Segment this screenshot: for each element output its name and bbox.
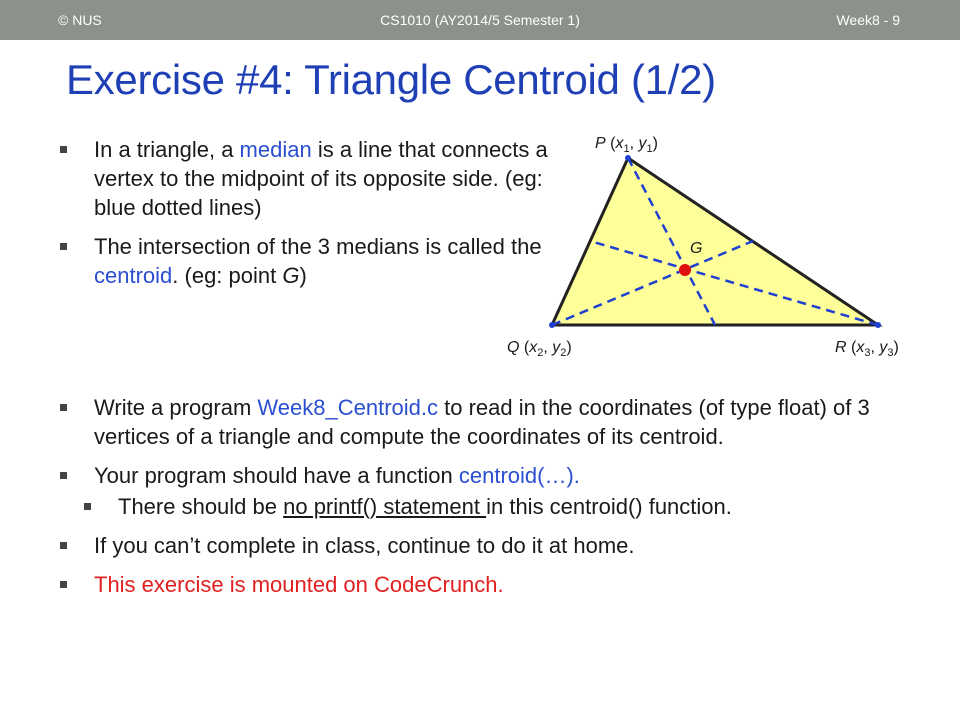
header-course: CS1010 (AY2014/5 Semester 1) <box>380 12 580 28</box>
vertex-r-dot <box>875 322 881 328</box>
header-page: Week8 - 9 <box>836 12 900 28</box>
label-q: Q ($x_2$, $y_2$) <box>507 339 572 359</box>
bullet-median-definition: In a triangle, a median is a line that connects a vertex to the midpoint of its opposite side. (eg: blue dotted lines) <box>60 135 560 222</box>
header-copyright: © NUS <box>58 12 102 28</box>
bullet-write-program: Write a program Week8_Centroid.c to read in the coordinates (of type float) of 3 vertices of a triangle and compute the coordinates of its centroid. <box>60 393 920 451</box>
bullet-marker <box>60 404 67 411</box>
term-median: median <box>239 137 312 162</box>
triangle-diagram <box>490 120 930 370</box>
sub-bullet-marker <box>84 503 91 510</box>
bullet-marker <box>60 472 67 479</box>
bullet-function-requirement: Your program should have a function centroid(…). <box>60 461 920 490</box>
bullet-complete-at-home: If you can’t complete in class, continue to do it at home. <box>60 531 920 560</box>
vertex-p-dot <box>625 155 631 161</box>
top-bullet-list <box>60 135 560 300</box>
vertex-q-dot <box>549 322 555 328</box>
bullet-marker <box>60 243 67 250</box>
slide-title: Exercise #4: Triangle Centroid (1/2) <box>66 56 716 103</box>
label-g: G <box>690 240 703 257</box>
bullet-marker <box>60 581 67 588</box>
no-printf-emphasis: no printf() statement <box>283 494 487 519</box>
label-p: P ($x_1$, $y_1$) <box>595 135 658 155</box>
centroid-point <box>679 264 691 276</box>
bullet-codecrunch: This exercise is mounted on CodeCrunch. <box>60 570 920 599</box>
slide-header-bar <box>0 0 960 40</box>
bottom-bullet-list <box>60 393 920 609</box>
bullet-marker <box>60 542 67 549</box>
term-centroid: centroid <box>94 263 173 288</box>
bullet-centroid-definition: The intersection of the 3 medians is called the centroid. (eg: point G) <box>60 232 560 290</box>
label-r: R ($x_3$, $y_3$) <box>835 339 899 359</box>
triangle-pqr <box>552 158 878 325</box>
sub-bullet-no-printf: There should be no printf() statement in this centroid() function. <box>84 492 920 521</box>
program-filename: Week8_Centroid.c <box>257 395 438 420</box>
bullet-marker <box>60 146 67 153</box>
function-name: centroid(…) <box>458 463 574 488</box>
